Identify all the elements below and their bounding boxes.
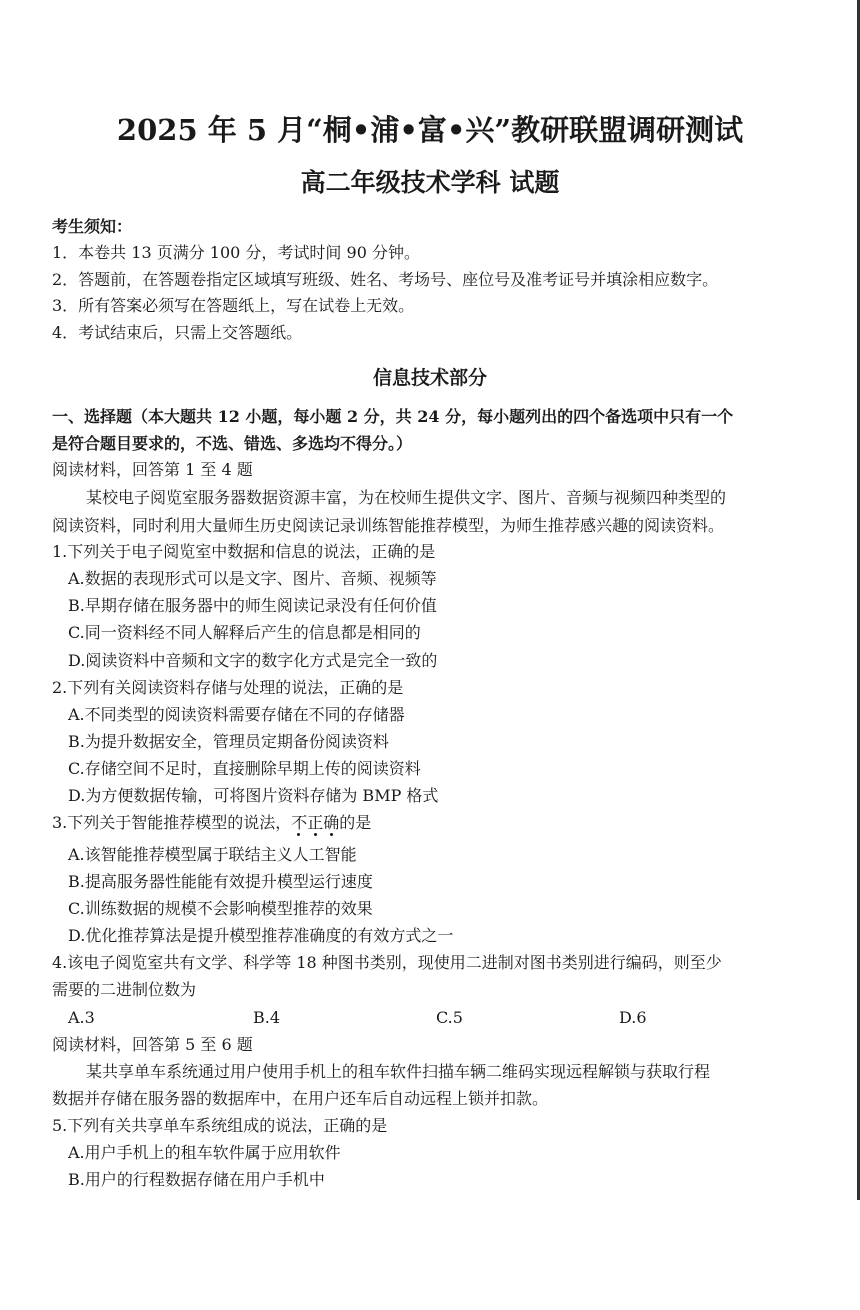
answer-option: D.优化推荐算法是提升模型推荐准确度的有效方式之一	[68, 926, 454, 945]
answer-option: A.不同类型的阅读资料需要存储在不同的存储器	[68, 705, 405, 724]
answer-option: A.用户手机上的租车软件属于应用软件	[68, 1143, 341, 1162]
question-stem: 需要的二进制位数为	[52, 980, 197, 999]
question-stem-text: 的是	[339, 813, 372, 832]
material-text: 阅读资料，同时利用大量师生历史阅读记录训练智能推荐模型，为师生推荐感兴趣的阅读资料。	[52, 516, 725, 535]
answer-option: B.提高服务器性能能有效提升模型运行速度	[68, 872, 373, 891]
notice-item: 2．答题前，在答题卷指定区域填写班级、姓名、考场号、座位号及准考证号并填涂相应数字。	[52, 270, 719, 289]
answer-option: D.阅读资料中音频和文字的数字化方式是完全一致的	[68, 651, 438, 670]
question-stem: 5.下列有关共享单车系统组成的说法，正确的是	[52, 1116, 388, 1135]
emphasis-dot	[297, 833, 300, 836]
exam-subtitle: 高二年级技术学科 试题	[300, 168, 560, 197]
question-stem	[52, 813, 371, 833]
answer-option: C.训练数据的规模不会影响模型推荐的效果	[68, 899, 373, 918]
question-stem: 1.下列关于电子阅览室中数据和信息的说法，正确的是	[52, 542, 436, 561]
answer-option: B.早期存储在服务器中的师生阅读记录没有任何价值	[68, 596, 437, 615]
notice-heading: 考生须知：	[52, 217, 133, 236]
emphasis-text	[291, 813, 339, 832]
notice-item: 1．本卷共 13 页满分 100 分，考试时间 90 分钟。	[52, 243, 420, 262]
section-title: 信息技术部分	[372, 367, 487, 389]
answer-option: C.存储空间不足时，直接删除早期上传的阅读资料	[68, 759, 421, 778]
answer-option: B.4	[253, 1008, 281, 1027]
notice-item: 3．所有答案必须写在答题纸上，写在试卷上无效。	[52, 296, 415, 315]
question-stem-text: 3.下列关于智能推荐模型的说法，	[52, 813, 292, 832]
emphasis-word: 不正确	[291, 813, 340, 832]
emphasis-dot	[314, 833, 317, 836]
material-text: 某校电子阅览室服务器数据资源丰富，为在校师生提供文字、图片、音频与视频四种类型的	[86, 488, 727, 507]
answer-option: A.3	[68, 1008, 95, 1027]
answer-option: B.为提升数据安全，管理员定期备份阅读资料	[68, 732, 389, 751]
part-heading-line2: 是符合题目要求的，不选、错选、多选均不得分。）	[52, 434, 413, 453]
material-text: 某共享单车系统通过用户使用手机上的租车软件扫描车辆二维码实现远程解锁与获取行程	[86, 1062, 711, 1081]
material-text: 数据并存储在服务器的数据库中，在用户还车后自动远程上锁并扣款。	[52, 1089, 549, 1108]
answer-option: C.5	[436, 1008, 463, 1027]
question-stem: 4.该电子阅览室共有文学、科学等 18 种图书类别，现使用二进制对图书类别进行编码，则至少	[52, 953, 722, 972]
answer-option: B.用户的行程数据存储在用户手机中	[68, 1170, 325, 1189]
answer-option: A.数据的表现形式可以是文字、图片、音频、视频等	[68, 569, 437, 588]
notice-item: 4．考试结束后，只需上交答题纸。	[52, 323, 303, 342]
exam-title: 2025 年 5 月“桐•浦•富•兴”教研联盟调研测试	[116, 113, 744, 147]
answer-option: D.为方便数据传输，可将图片资料存储为 BMP 格式	[68, 786, 439, 805]
answer-option: C.同一资料经不同人解释后产生的信息都是相同的	[68, 623, 421, 642]
emphasis-dot	[330, 833, 333, 836]
question-stem: 2.下列有关阅读资料存储与处理的说法，正确的是	[52, 678, 404, 697]
answer-option: D.6	[619, 1008, 647, 1027]
answer-option: A.该智能推荐模型属于联结主义人工智能	[68, 845, 357, 864]
material-intro: 阅读材料，回答第 5 至 6 题	[52, 1035, 253, 1054]
material-intro: 阅读材料，回答第 1 至 4 题	[52, 460, 253, 479]
part-heading-line1: 一、选择题（本大题共 12 小题，每小题 2 分，共 24 分，每小题列出的四个备选项中只有一个	[52, 407, 734, 426]
